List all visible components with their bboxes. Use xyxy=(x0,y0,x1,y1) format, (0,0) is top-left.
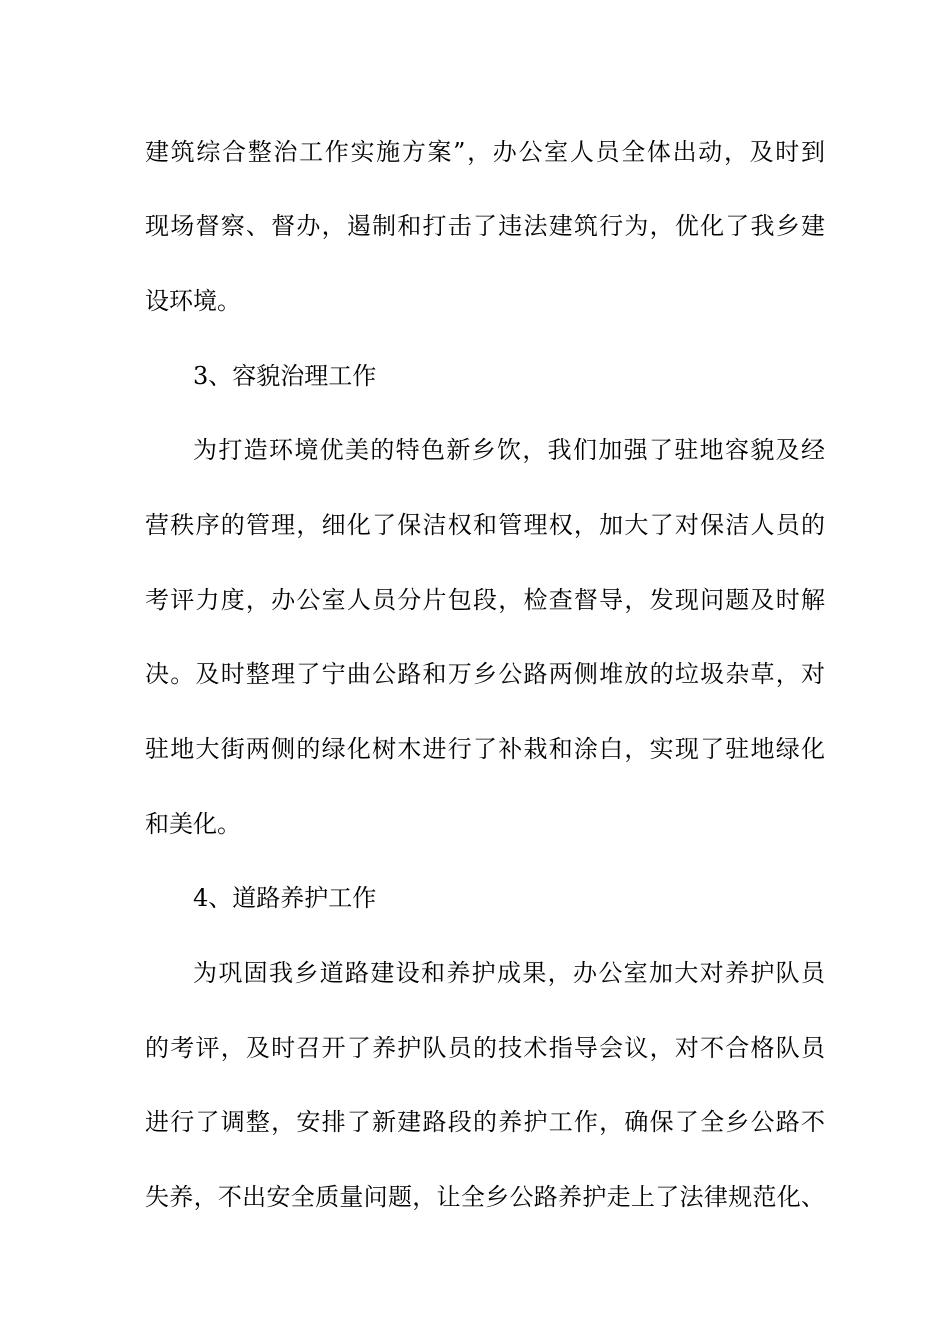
text-line: 为打造环境优美的特色新乡饮，我们加强了驻地容貌及经 xyxy=(193,436,825,464)
text-line: 营秩序的管理，细化了保洁权和管理权，加大了对保洁人员的 xyxy=(145,511,825,539)
text-line: 的考评，及时召开了养护队员的技术指导会议，对不合格队员 xyxy=(145,1034,825,1062)
text-line: 进行了调整，安排了新建路段的养护工作，确保了全乡公路不 xyxy=(145,1108,825,1136)
section-heading: 3、容貌治理工作 xyxy=(193,362,377,390)
text-line: 失养，不出安全质量问题，让全乡公路养护走上了法律规范化、 xyxy=(145,1183,825,1211)
text-line: 考评力度，办公室人员分片包段，检查督导，发现问题及时解 xyxy=(145,586,825,614)
text-line: 现场督察、督办，遏制和打击了违法建筑行为，优化了我乡建 xyxy=(145,212,825,240)
section-heading: 4、道路养护工作 xyxy=(193,884,377,912)
text-line: 决。及时整理了宁曲公路和万乡公路两侧堆放的垃圾杂草，对 xyxy=(145,660,825,688)
text-line: 为巩固我乡道路建设和养护成果，办公室加大对养护队员 xyxy=(193,959,825,987)
text-line: 设环境。 xyxy=(145,287,241,315)
text-line: 和美化。 xyxy=(145,810,241,838)
text-line: 驻地大街两侧的绿化树木进行了补栽和涂白，实现了驻地绿化 xyxy=(145,735,825,763)
text-line: 建筑综合整治工作实施方案”，办公室人员全体出动，及时到 xyxy=(145,138,825,166)
